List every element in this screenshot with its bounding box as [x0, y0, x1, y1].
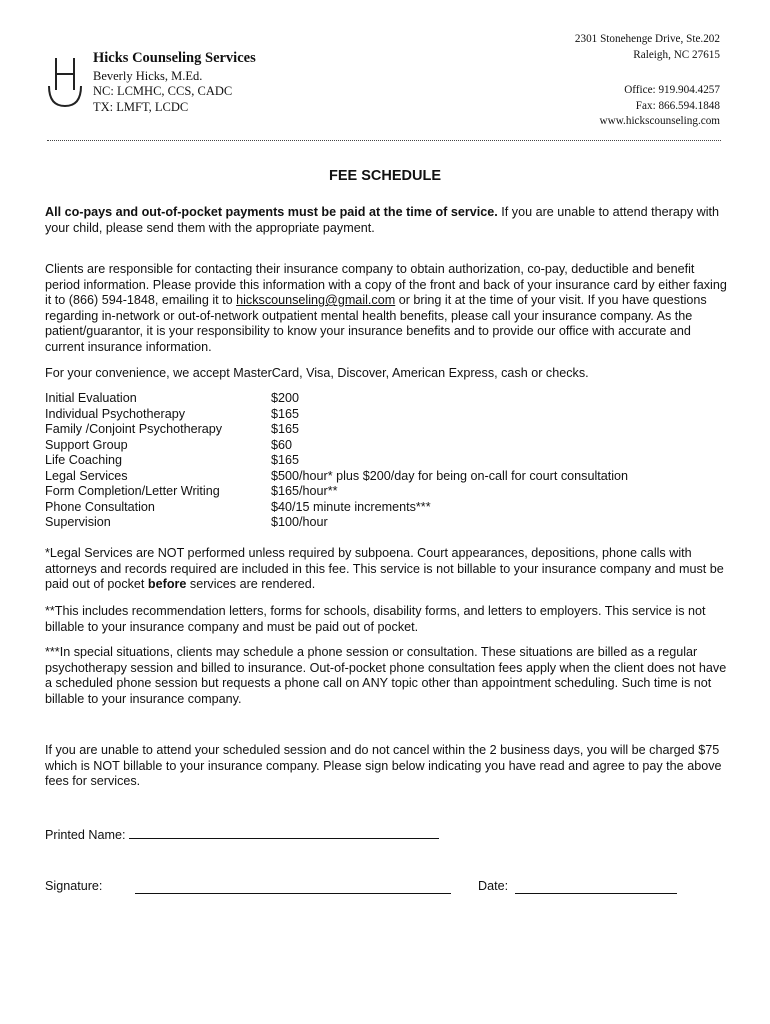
fee-service: Form Completion/Letter Writing	[45, 484, 220, 498]
email-link[interactable]: hickscounseling@gmail.com	[236, 293, 396, 307]
signature-label: Signature:	[45, 879, 103, 893]
provider-name: Beverly Hicks, M.Ed.	[93, 68, 203, 83]
fee-row	[45, 438, 727, 454]
tx-credentials: TX: LMFT, LCDC	[93, 99, 189, 114]
fee-price: $165/hour**	[271, 484, 338, 498]
fee-price: $165	[271, 422, 300, 436]
printed-name-row	[45, 826, 439, 842]
page-title: FEE SCHEDULE	[329, 168, 441, 184]
fee-service: Phone Consultation	[45, 499, 155, 514]
hicks-logo	[47, 56, 83, 108]
fee-row	[45, 453, 727, 469]
header-divider	[47, 140, 721, 141]
fee-service: Support Group	[45, 437, 128, 452]
address-block	[575, 32, 720, 63]
fee-row	[45, 500, 727, 516]
intro-bold: All co-pays and out-of-pocket payments must be paid at the time of service.	[45, 205, 498, 219]
legal-services-note	[45, 546, 727, 593]
fee-price: $165	[271, 406, 300, 421]
contact-block	[600, 83, 720, 130]
signature-field[interactable]	[135, 881, 451, 894]
fee-service: Individual Psychotherapy	[45, 406, 186, 421]
practice-name: Hicks Counseling Services	[93, 50, 256, 66]
fee-price: $40/15 minute increments***	[271, 499, 431, 514]
fee-service: Initial Evaluation	[45, 391, 137, 405]
forms-note: **This includes recommendation letters, forms for schools, disability forms, and letters to employers. This service is not billable to your insurance company and must be paid out of pocket.	[45, 604, 706, 634]
intro-rest: If you are unable to attend therapy with your child, please send them with the appropriate payment.	[45, 205, 720, 235]
website: www.hickscounseling.com	[599, 115, 720, 127]
address-street: 2301 Stonehenge Drive, Ste.202	[574, 33, 720, 45]
fax-number: Fax: 866.594.1848	[635, 99, 720, 112]
legal-note-text-2: services are rendered.	[186, 577, 316, 591]
fee-service: Supervision	[45, 515, 111, 529]
fee-table	[45, 391, 727, 531]
signature-row	[45, 879, 727, 893]
insurance-text-2: or bring it at the time of your visit. If you have questions regarding in-network or out-of-network outpatient mental health benefits, please call your insurance company. As the patient/guarantor, it is your responsibility to know your insurance benefits and to provide our office with accurate and current insurance information.	[45, 293, 707, 354]
fee-price: $165	[271, 453, 300, 467]
fee-row	[45, 484, 727, 500]
printed-name-label: Printed Name:	[45, 828, 126, 842]
insurance-text-1: Clients are responsible for contacting their insurance company to obtain authorization, co-pay, deductible and benefit period information. Please provide this information with a copy of the front and back of your insurance card by either faxing it to (866) 594-1848, emailing it to	[45, 262, 727, 307]
printed-name-field[interactable]	[129, 826, 439, 839]
nc-credentials: NC: LCMHC, CCS, CADC	[93, 84, 233, 98]
fee-service: Legal Services	[45, 468, 128, 483]
fee-price: $500/hour* plus $200/day for being on-call for court consultation	[271, 468, 629, 483]
insurance-paragraph	[45, 262, 727, 355]
fee-price: $60	[271, 437, 293, 452]
fee-price: $100/hour	[271, 515, 328, 529]
fee-row	[45, 422, 727, 438]
fee-price: $200	[271, 391, 300, 405]
fee-service: Family /Conjoint Psychotherapy	[45, 422, 223, 436]
office-phone: Office: 919.904.4257	[624, 84, 720, 96]
phone-consultation-note: ***In special situations, clients may schedule a phone session or consultation. These situations are billed as a regular psychotherapy session and billed to insurance. Out-of-pocket phone consultation fees apply when the client does not have a scheduled phone session but requests a phone call on ANY topic other than appointment scheduling. Such time is not billable to your insurance company.	[45, 645, 727, 706]
fee-row	[45, 391, 727, 407]
fee-row	[45, 515, 727, 531]
fee-row	[45, 469, 727, 485]
fee-service: Life Coaching	[45, 453, 123, 467]
legal-note-bold: before	[147, 577, 187, 591]
cancellation-policy: If you are unable to attend your scheduled session and do not cancel within the 2 business days, you will be charged $75 which is NOT billable to your insurance company. Please sign below indicating you have read and agree to pay the above fees for services.	[45, 743, 722, 788]
legal-note-text-1: *Legal Services are NOT performed unless required by subpoena. Court appearances, depositions, phone calls with attorneys and records required are included in this fee. This service is not billable to your insurance company and must be paid out of pocket	[45, 546, 724, 591]
address-city: Raleigh, NC 27615	[633, 48, 720, 61]
intro-paragraph	[45, 205, 727, 236]
payment-methods: For your convenience, we accept MasterCard, Visa, Discover, American Express, cash or checks.	[45, 366, 589, 380]
practice-info	[93, 51, 256, 115]
date-field[interactable]	[515, 881, 677, 894]
date-label: Date:	[478, 879, 509, 893]
fee-row	[45, 407, 727, 423]
